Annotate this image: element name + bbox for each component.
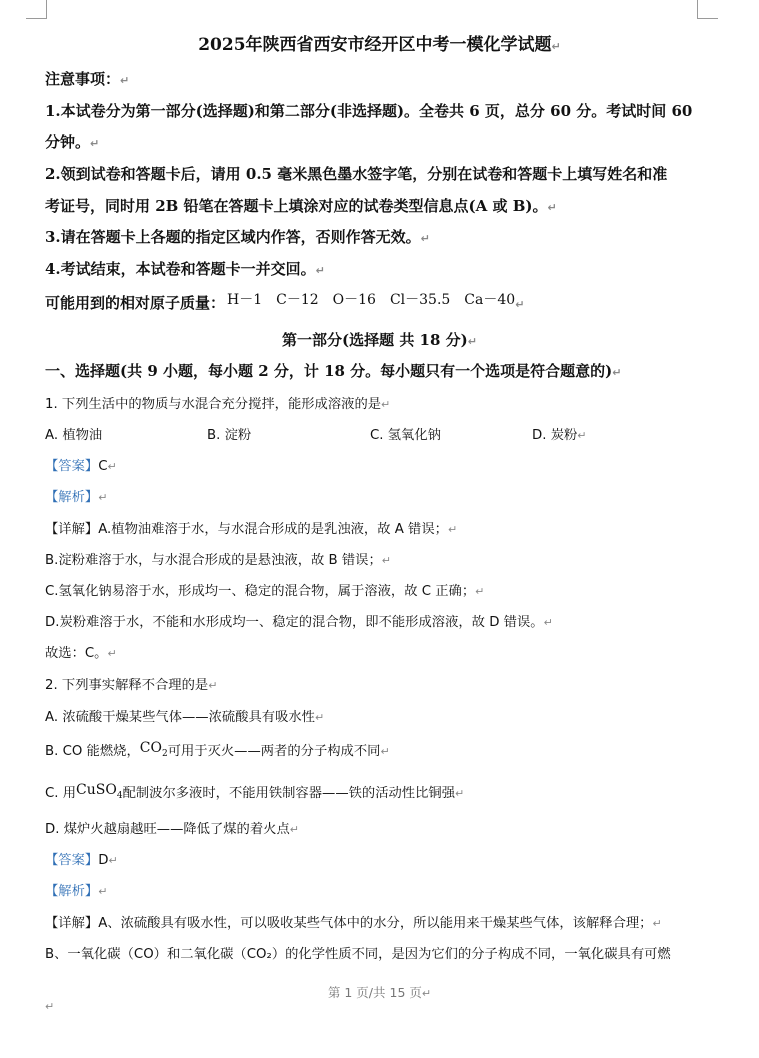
q2-detail-a: 【详解】A、浓硫酸具有吸水性，可以吸收某些气体中的水分，所以能用来干燥某些气体，该解释合理；↵: [45, 916, 662, 931]
notice-item-2-cont: 考证号，同时用 2B 铅笔在答题卡上填涂对应的试卷类型信息点(A 或 B)。↵: [45, 197, 557, 215]
q1-analysis-tag: 【解析】↵: [45, 490, 108, 505]
q1-option-c: C. 氢氧化钠: [370, 428, 441, 443]
exam-title: 2025年陕西省西安市经开区中考一模化学试题↵: [198, 35, 561, 55]
q1-option-b: B. 淀粉: [207, 428, 252, 443]
notice-item-4: 4.考试结束，本试卷和答题卡一并交回。↵: [45, 260, 325, 278]
q1-detail-c: C.氢氧化钠易溶于水，形成均一、稳定的混合物，属于溶液，故 C 正确；↵: [45, 584, 485, 599]
cuso4-formula: CuSO$_4$: [76, 782, 123, 801]
section1-title: 一、选择题(共 9 小题，每小题 2 分，计 18 分。每小题只有一个选项是符合题意的)↵: [45, 362, 622, 380]
q1-answer: 【答案】C↵: [45, 459, 117, 474]
crop-mark-top-left: [26, 0, 47, 19]
part1-title: 第一部分(选择题 共 18 分)↵: [282, 331, 477, 349]
q1-detail-a: 【详解】A.植物油难溶于水，与水混合形成的是乳浊液，故 A 错误；↵: [45, 522, 458, 537]
q2-option-d: D. 煤炉火越扇越旺——降低了煤的着火点↵: [45, 822, 299, 837]
notice-item-2: 2.领到试卷和答题卡后，请用 0.5 毫米黑色墨水签字笔，分别在试卷和答题卡上填写姓名和准: [45, 165, 668, 183]
q1-detail-b: B.淀粉难溶于水，与水混合形成的是悬浊液，故 B 错误；↵: [45, 553, 391, 568]
atomic-mass-line: 可能用到的相对原子质量： H－1 C－12 O－16 Cl－35.5 Ca－40↵: [45, 292, 525, 312]
notice-item-1: 1.本试卷分为第一部分(选择题)和第二部分(非选择题)。全卷共 6 页，总分 60 分。考试时间 60: [45, 102, 693, 120]
q1-option-a: A. 植物油: [45, 428, 103, 443]
q1-detail-d: D.炭粉难溶于水，不能和水形成均一、稳定的混合物，即不能形成溶液，故 D 错误。↵: [45, 615, 553, 630]
page-footer: 第 1 页/共 15 页↵: [327, 985, 432, 1000]
co2-formula: $CO_2$: [139, 740, 168, 759]
q1-option-d: D. 炭粉↵: [532, 428, 587, 443]
q2-option-c: C. 用CuSO$_4$配制波尔多液时，不能用铁制容器——铁的活动性比铜强↵: [45, 782, 465, 801]
q2-option-a: A. 浓硫酸干燥某些气体——浓硫酸具有吸水性↵: [45, 710, 325, 725]
atomic-mass-values: H－1 C－12 O－16 Cl－35.5 Ca－40: [227, 292, 516, 308]
q1-stem: 1. 下列生活中的物质与水混合充分搅拌，能形成溶液的是↵: [45, 397, 391, 412]
notice-item-3: 3.请在答题卡上各题的指定区域内作答，否则作答无效。↵: [45, 228, 430, 246]
q2-answer: 【答案】D↵: [45, 853, 118, 868]
q1-conclusion: 故选：C。↵: [45, 646, 117, 661]
crop-mark-top-right: [697, 0, 718, 19]
notice-item-1-cont: 分钟。↵: [45, 133, 100, 151]
q2-detail-b: B、一氧化碳（CO）和二氧化碳（CO₂）的化学性质不同，是因为它们的分子构成不同，一氧化碳具有可燃: [45, 947, 671, 962]
notice-heading: 注意事项：↵: [45, 70, 130, 88]
q2-option-b: B. CO 能燃烧，$CO_2$可用于灭火——两者的分子构成不同↵: [45, 740, 390, 759]
paragraph-mark: ↵: [45, 1000, 55, 1013]
q2-analysis-tag: 【解析】↵: [45, 884, 108, 899]
q2-stem: 2. 下列事实解释不合理的是↵: [45, 678, 218, 693]
